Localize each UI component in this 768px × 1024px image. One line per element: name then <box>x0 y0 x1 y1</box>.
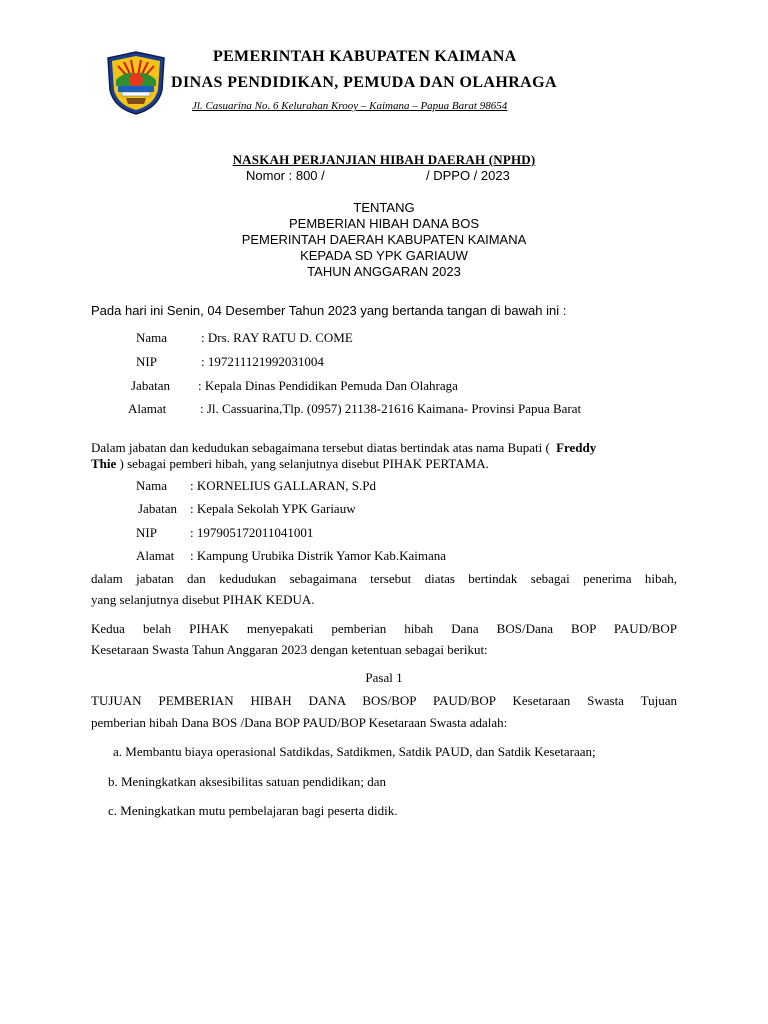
party1-description-text-b: ) sebagai pemberi hibah, yang selanjutnya disebut PIHAK PERTAMA. <box>119 456 489 471</box>
party2-position-value: : Kepala Sekolah YPK Gariauw <box>190 501 356 516</box>
party1-position-label: Jabatan <box>131 378 170 393</box>
document-number-suffix: / DPPO / 2023 <box>426 168 510 183</box>
tentang-heading: TENTANG <box>353 200 415 215</box>
pasal-1-item-c: c. Meningkatkan mutu pembelajaran bagi peserta didik. <box>108 803 398 818</box>
party1-description-line1 <box>91 440 596 456</box>
party1-description-bold-2: Thie <box>91 456 117 471</box>
pasal-1-line2: pemberian hibah Dana BOS /Dana BOP PAUD/BOP Kesetaraan Swasta adalah: <box>91 715 508 730</box>
header-agency-name: DINAS PENDIDIKAN, PEMUDA DAN OLAHRAGA <box>171 74 557 91</box>
party2-address-value: : Kampung Urubika Distrik Yamor Kab.Kaimana <box>190 548 446 563</box>
document-title: NASKAH PERJANJIAN HIBAH DAERAH (NPHD) <box>232 152 536 167</box>
intro-paragraph: Pada hari ini Senin, 04 Desember Tahun 2023 yang bertanda tangan di bawah ini : <box>91 303 567 318</box>
pasal-1-title: Pasal 1 <box>365 670 403 685</box>
party1-nip-value: : 197211121992031004 <box>201 354 324 369</box>
agreement-line1: Kedua belah PIHAK menyepakati pemberian hibah Dana BOS/Dana BOP PAUD/BOP <box>91 621 677 636</box>
party1-name-value: : Drs. RAY RATU D. COME <box>201 330 353 345</box>
party1-description-bold-1: Freddy <box>556 440 597 455</box>
subject-line-3: KEPADA SD YPK GARIAUW <box>300 248 468 263</box>
document-number-prefix: Nomor : 800 / <box>246 168 325 183</box>
subject-line-2: PEMERINTAH DAERAH KABUPATEN KAIMANA <box>241 232 527 247</box>
party1-position-value: : Kepala Dinas Pendidikan Pemuda Dan Olahraga <box>198 378 458 393</box>
party2-position-label: Jabatan <box>138 501 177 516</box>
party2-nip-value: : 197905172011041001 <box>190 525 314 540</box>
party2-address-label: Alamat <box>136 548 175 563</box>
party1-name-label: Nama <box>136 330 168 345</box>
party1-nip-label: NIP <box>136 354 157 369</box>
party2-description-line1: dalam jabatan dan kedudukan sebagaimana tersebut diatas bertindak sebagai penerima hibah, <box>91 571 677 586</box>
party2-description-line2: yang selanjutnya disebut PIHAK KEDUA. <box>91 592 315 607</box>
subject-line-4: TAHUN ANGGARAN 2023 <box>307 264 461 279</box>
agreement-line2: Kesetaraan Swasta Tahun Anggaran 2023 dengan ketentuan sebagai berikut: <box>91 642 488 657</box>
party2-name-label: Nama <box>136 478 168 493</box>
party1-address-value: : Jl. Cassuarina,Tlp. (0957) 21138-21616 Kaimana- Provinsi Papua Barat <box>200 401 582 416</box>
party1-description-line2 <box>91 456 489 472</box>
party2-name-value: : KORNELIUS GALLARAN, S.Pd <box>190 478 376 493</box>
party2-nip-label: NIP <box>136 525 157 540</box>
pasal-1-item-a: a. Membantu biaya operasional Satdikdas, Satdikmen, Satdik PAUD, dan Satdik Kesetaraan; <box>113 744 596 759</box>
header-address: Jl. Casuarina No. 6 Kelurahan Krooy – Kaimana – Papua Barat 98654 <box>192 100 508 112</box>
kaimana-regency-logo <box>104 50 168 116</box>
header-government-name: PEMERINTAH KABUPATEN KAIMANA <box>213 48 517 65</box>
subject-line-1: PEMBERIAN HIBAH DANA BOS <box>289 216 479 231</box>
party1-address-label: Alamat <box>128 401 167 416</box>
party1-description-text-a: Dalam jabatan dan kedudukan sebagaimana tersebut diatas bertindak atas nama Bupati ( <box>91 440 550 455</box>
pasal-1-item-b: b. Meningkatkan aksesibilitas satuan pendidikan; dan <box>108 774 386 789</box>
pasal-1-line1: TUJUAN PEMBERIAN HIBAH DANA BOS/BOP PAUD/BOP Kesetaraan Swasta Tujuan <box>91 693 677 708</box>
